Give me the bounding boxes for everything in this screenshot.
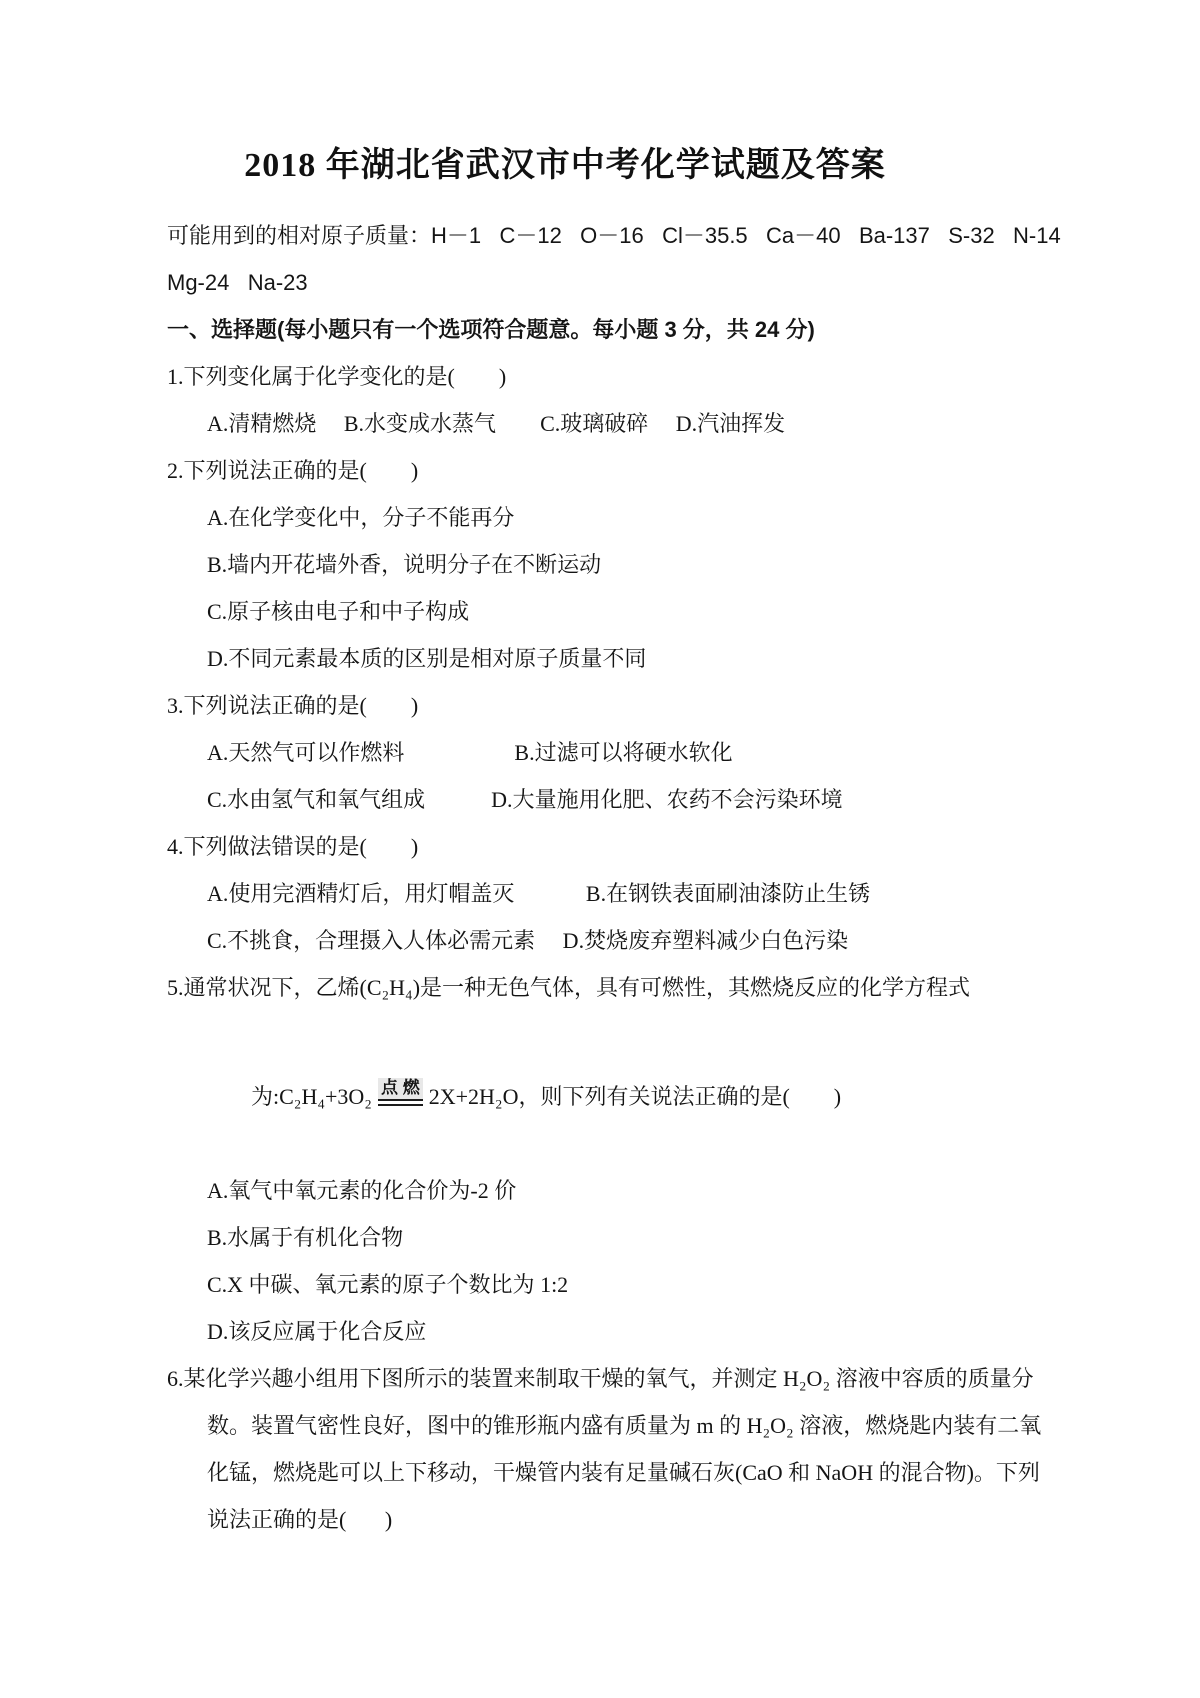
question-5-option-d: D.该反应属于化合反应: [207, 1319, 427, 1344]
question-5-option-b: B.水属于有机化合物: [207, 1225, 404, 1250]
atomic-mass-note-line-1: 可能用到的相对原子质量：H－1 C－12 O－16 Cl－35.5 Ca－40 Ba-137 S-32 N-14: [167, 223, 1061, 248]
equation-products-and-prompt: 2X+2H₂O，则下列有关说法正确的是( ): [428, 1084, 842, 1109]
question-2: [167, 447, 1200, 682]
atomic-mass-note-line-2: Mg-24 Na-23: [167, 270, 308, 295]
question-6: [167, 1355, 1200, 1543]
question-2-option-c: C.原子核由电子和中子构成: [207, 599, 470, 624]
question-5-option-c: C.X 中碳、氧元素的原子个数比为 1:2: [207, 1272, 569, 1297]
equation-reactants: 为:C₂H₄+3O₂: [251, 1084, 372, 1109]
question-6-stem-line-4: 说法正确的是( ): [207, 1507, 393, 1532]
reaction-condition-label: 点 燃: [378, 1078, 423, 1101]
question-4-options-ab: A.使用完酒精灯后，用灯帽盖灭 B.在钢铁表面刷油漆防止生锈: [207, 881, 871, 906]
section-heading: 一、选择题(每小题只有一个选项符合题意。每小题 3 分，共 24 分): [167, 317, 815, 342]
question-6-stem-line-2: 数。装置气密性良好，图中的锥形瓶内盛有质量为 m 的 H₂O₂ 溶液，燃烧匙内装有二氧: [207, 1413, 1042, 1438]
question-3: [167, 682, 1200, 823]
question-4: [167, 823, 1200, 964]
question-1: [167, 353, 1200, 447]
double-equals-line: [378, 1101, 423, 1106]
question-3-options-ab: A.天然气可以作燃料 B.过滤可以将硬水软化: [207, 740, 733, 765]
reaction-condition-over-equals: [378, 1078, 423, 1106]
question-4-options-cd: C.不挑食，合理摄入人体必需元素 D.焚烧废弃塑料减少白色污染: [207, 928, 849, 953]
question-2-stem: 2.下列说法正确的是( ): [167, 458, 419, 483]
question-5: [167, 964, 1200, 1355]
question-5-option-a: A.氧气中氧元素的化合价为-2 价: [207, 1178, 517, 1203]
question-1-options: A.清精燃烧 B.水变成水蒸气 C.玻璃破碎 D.汽油挥发: [207, 411, 786, 436]
question-6-stem-line-3: 化锰，燃烧匙可以上下移动，干燥管内装有足量碱石灰(CaO 和 NaOH 的混合物)。下列: [207, 1460, 1040, 1485]
question-2-option-a: A.在化学变化中，分子不能再分: [207, 505, 515, 530]
question-3-options-cd: C.水由氢气和氧气组成 D.大量施用化肥、农药不会污染环境: [207, 787, 843, 812]
question-5-stem-line-1: 5.通常状况下，乙烯(C₂H₄)是一种无色气体，具有可燃性，其燃烧反应的化学方程式: [167, 975, 971, 1000]
question-1-stem: 1.下列变化属于化学变化的是( ): [167, 364, 507, 389]
question-2-option-b: B.墙内开花墙外香，说明分子在不断运动: [207, 552, 602, 577]
question-3-stem: 3.下列说法正确的是( ): [167, 693, 419, 718]
question-4-stem: 4.下列做法错误的是( ): [167, 834, 419, 859]
question-2-option-d: D.不同元素最本质的区别是相对原子质量不同: [207, 646, 647, 671]
page-title: 2018 年湖北省武汉市中考化学试题及答案: [244, 147, 886, 184]
document-body: [167, 212, 1200, 1543]
question-5-equation-line: [167, 1011, 1200, 1167]
question-6-stem-line-1: 6.某化学兴趣小组用下图所示的装置来制取干燥的氧气，并测定 H₂O₂ 溶液中容质的质量分: [167, 1366, 1034, 1391]
